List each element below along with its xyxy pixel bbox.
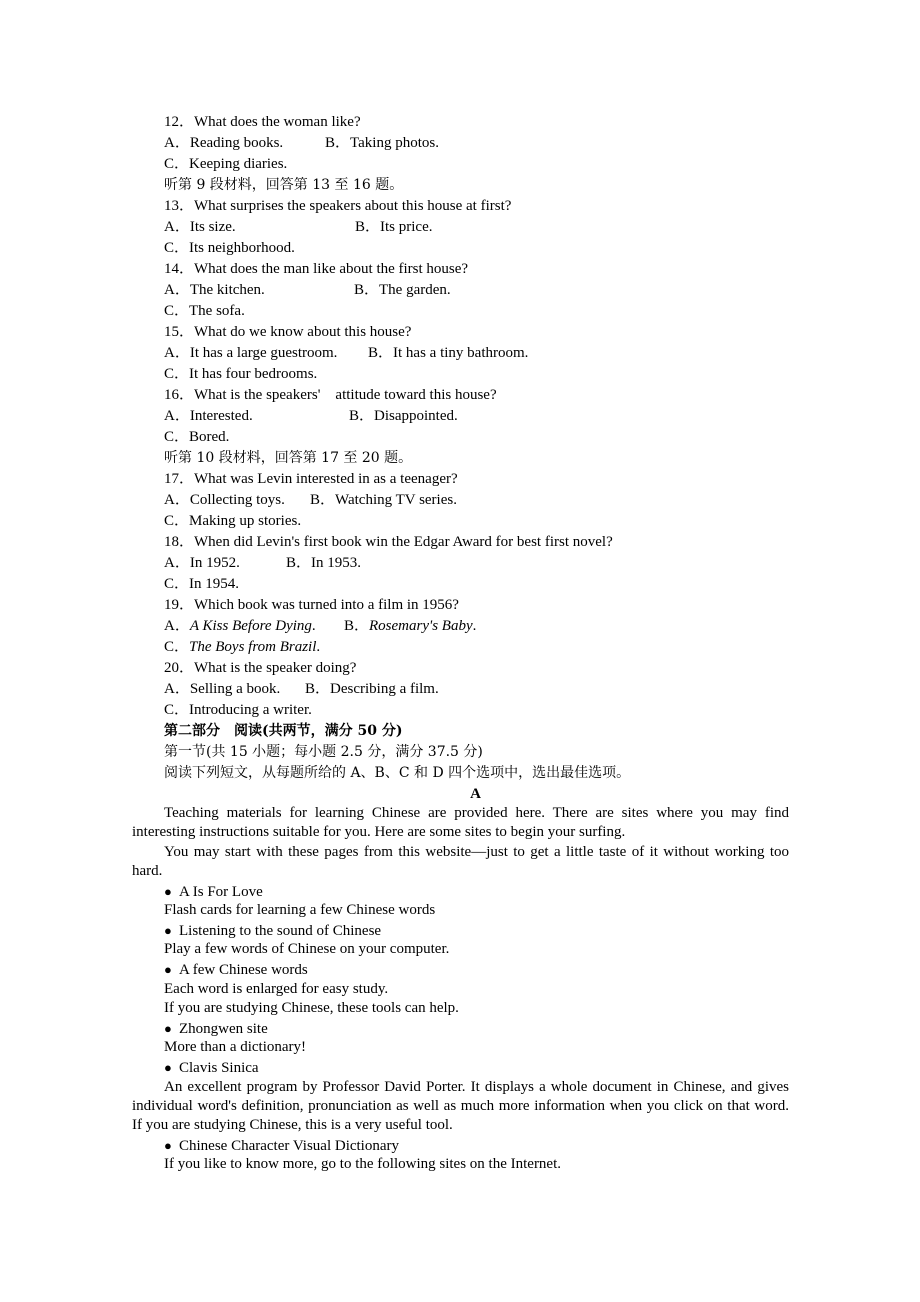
site-item-desc-paragraph: An excellent program by Professor David Porter. It displays a whole document in Chinese, and gives individual word's definition, pronunciation as well as much more information when you click on that word. If you are studying Chinese, this is a very useful tool. [132, 1078, 789, 1134]
q16-option-b: B．Disappointed. [349, 408, 458, 424]
q14-option-b: B．The garden. [354, 282, 451, 298]
site-item-desc: More than a dictionary! [164, 1039, 307, 1056]
site-item-desc: Play a few words of Chinese on your computer. [164, 941, 450, 958]
q16-option-c: C．Bored. [164, 429, 230, 445]
bullet-icon: ● [164, 1137, 172, 1153]
q18-options-ab [164, 553, 804, 574]
q15-options-ab [164, 343, 804, 364]
book-title: A Kiss Before Dying [189, 618, 312, 634]
q19-option-b: B．Rosemary's Baby. [344, 618, 477, 634]
q17-option-c: C．Making up stories. [164, 513, 302, 529]
question-13: 13．What surprises the speakers about this house at first? [164, 198, 512, 214]
q19-option-c: C．The Boys from Brazil. [164, 639, 321, 655]
q14-option-a: A．The kitchen. [164, 282, 265, 298]
bullet-icon: ● [164, 1020, 172, 1036]
passage-label: A [470, 786, 481, 802]
site-item-title: ● A Is For Love [164, 883, 263, 900]
question-15: 15．What do we know about this house? [164, 324, 412, 340]
q12-option-c: C．Keeping diaries. [164, 156, 288, 172]
question-19: 19．Which book was turned into a film in 1956? [164, 597, 459, 613]
site-item-title: ● Zhongwen site [164, 1020, 268, 1037]
q12-option-a: A．Reading books. [164, 135, 284, 151]
site-item-desc: If you like to know more, go to the following sites on the Internet. [164, 1156, 562, 1173]
book-title: Rosemary's Baby [369, 618, 473, 634]
question-20: 20．What is the speaker doing? [164, 660, 357, 676]
q17-option-b: B．Watching TV series. [310, 492, 457, 508]
q14-option-c: C．The sofa. [164, 303, 245, 319]
passage-paragraph-1: Teaching materials for learning Chinese are provided here. There are sites where you may find interesting instructions suitable for you. Here are some sites to begin your surfing. [132, 805, 789, 841]
listening-questions [164, 112, 804, 784]
question-16: 16．What is the speakers' attitude toward this house? [164, 387, 497, 403]
site-item-title: ● Listening to the sound of Chinese [164, 922, 382, 939]
question-12: 12．What does the woman like? [164, 114, 361, 130]
q15-option-b: B．It has a tiny bathroom. [368, 345, 529, 361]
section-one-title: 第一节(共 15 小题；每小题 2.5 分，满分 37.5 分) [164, 744, 483, 760]
q13-option-a: A．Its size. [164, 219, 236, 235]
q20-option-b: B．Describing a film. [305, 681, 439, 697]
q13-option-c: C．Its neighborhood. [164, 240, 295, 256]
q17-option-a: A．Collecting toys. [164, 492, 285, 508]
q16-option-a: A．Interested. [164, 408, 253, 424]
question-18: 18．When did Levin's first book win the Edgar Award for best first novel? [164, 534, 613, 550]
q13-options-ab [164, 217, 804, 238]
q16-options-ab [164, 406, 804, 427]
q13-option-b: B．Its price. [355, 219, 433, 235]
q20-option-a: A．Selling a book. [164, 681, 281, 697]
q19-option-a: A．A Kiss Before Dying. [164, 618, 316, 634]
bullet-icon: ● [164, 922, 172, 938]
book-title: The Boys from Brazil [189, 639, 317, 655]
question-14: 14．What does the man like about the first house? [164, 261, 469, 277]
site-item-title: ● Clavis Sinica [164, 1059, 259, 1076]
q15-option-a: A．It has a large guestroom. [164, 345, 338, 361]
instruction-section-10: 听第 10 段材料，回答第 17 至 20 题。 [164, 450, 413, 466]
site-item-desc: Each word is enlarged for easy study. [164, 980, 389, 997]
q18-option-a: A．In 1952. [164, 555, 240, 571]
q17-options-ab [164, 490, 804, 511]
reading-passage-a [132, 784, 789, 1175]
site-item-desc: If you are studying Chinese, these tools can help. [164, 1000, 459, 1017]
bullet-icon: ● [164, 1059, 172, 1075]
part-two-title: 第二部分 阅读(共两节，满分 50 分) [164, 723, 403, 739]
bullet-icon: ● [164, 883, 172, 899]
q12-options-ab [164, 133, 804, 154]
q15-option-c: C．It has four bedrooms. [164, 366, 318, 382]
site-item-title: ● A few Chinese words [164, 962, 308, 978]
site-item-title: ● Chinese Character Visual Dictionary [164, 1137, 400, 1154]
site-item-desc: Flash cards for learning a few Chinese words [164, 902, 436, 919]
q20-options-ab [164, 679, 804, 700]
bullet-icon: ● [164, 962, 172, 977]
q19-options-ab [164, 616, 804, 637]
reading-instruction: 阅读下列短文，从每题所给的 A、B、C 和 D 四个选项中，选出最佳选项。 [164, 765, 631, 781]
passage-paragraph-2: You may start with these pages from this website—just to get a little taste of it without working too hard. [132, 843, 789, 880]
question-17: 17．What was Levin interested in as a teenager? [164, 471, 458, 487]
q18-option-c: C．In 1954. [164, 576, 240, 592]
q20-option-c: C．Introducing a writer. [164, 702, 312, 718]
q18-option-b: B．In 1953. [286, 555, 362, 571]
q14-options-ab [164, 280, 804, 301]
q12-option-b: B．Taking photos. [325, 135, 439, 151]
instruction-section-9: 听第 9 段材料，回答第 13 至 16 题。 [164, 177, 404, 193]
